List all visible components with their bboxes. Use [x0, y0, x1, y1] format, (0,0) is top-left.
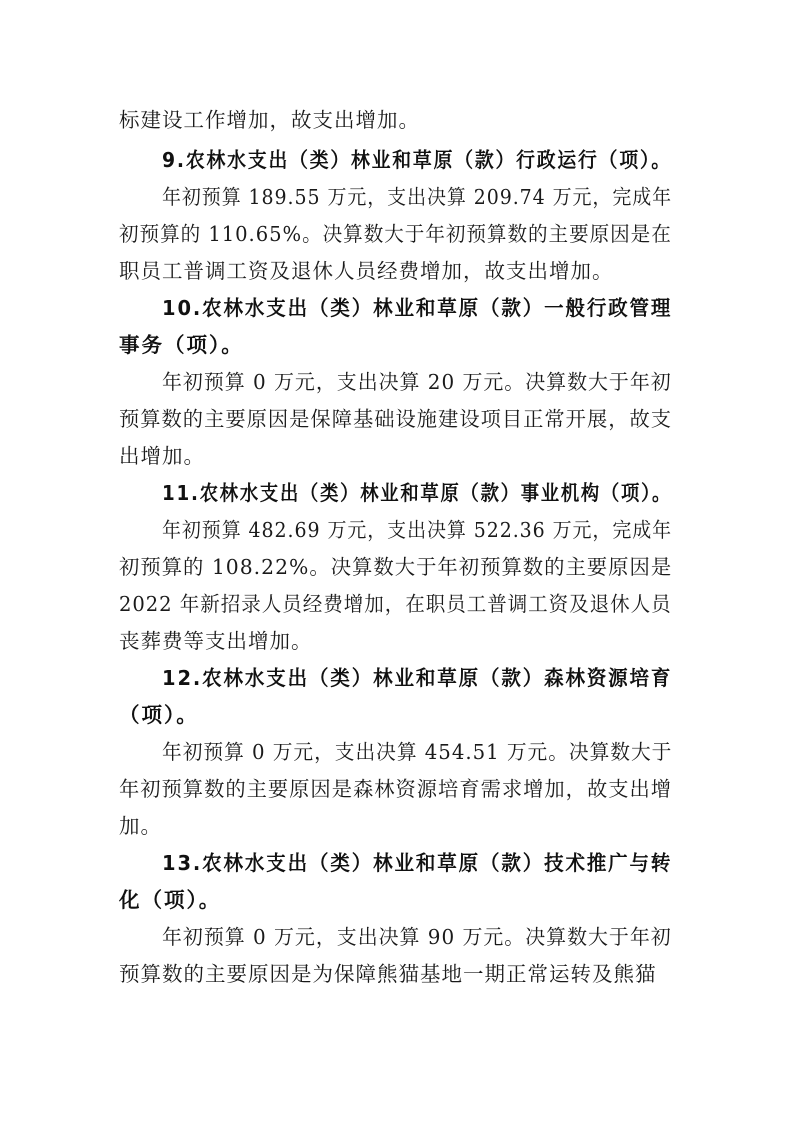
paragraph-line: 年初预算数的主要原因是森林资源培育需求增加，故支出增 [119, 777, 673, 801]
section-heading-9: 9.农林水支出（类）林业和草原（款）行政运行（项）。 [162, 148, 672, 172]
paragraph-line: 年初预算 482.69 万元，支出决算 522.36 万元，完成年 [162, 518, 673, 542]
paragraph-line: 标建设工作增加，故支出增加。 [119, 108, 420, 132]
paragraph-line: 初预算的 108.22%。决算数大于年初预算数的主要原因是 [119, 555, 673, 579]
paragraph-line: 年初预算 0 万元，支出决算 20 万元。决算数大于年初 [162, 370, 672, 394]
paragraph-line: 年初预算 0 万元，支出决算 90 万元。决算数大于年初 [162, 925, 672, 949]
paragraph-line: 2022 年新招录人员经费增加，在职员工普调工资及退休人员 [119, 592, 672, 616]
paragraph-line: 初预算的 110.65%。决算数大于年初预算数的主要原因是在 [119, 222, 672, 246]
paragraph-line: 出增加。 [119, 444, 205, 468]
section-heading-13-continued: 化（项）。 [119, 888, 222, 912]
paragraph-line: 年初预算 0 万元，支出决算 454.51 万元。决算数大于 [162, 740, 673, 764]
paragraph-line: 预算数的主要原因是为保障熊猫基地一期正常运转及熊猫 [119, 962, 657, 986]
section-heading-12: 12.农林水支出（类）林业和草原（款）森林资源培育 [162, 666, 673, 690]
section-heading-13: 13.农林水支出（类）林业和草原（款）技术推广与转 [162, 851, 673, 875]
paragraph-line: 年初预算 189.55 万元，支出决算 209.74 万元，完成年 [162, 185, 673, 209]
section-heading-11: 11.农林水支出（类）林业和草原（款）事业机构（项）。 [162, 481, 673, 505]
paragraph-line: 职员工普调工资及退休人员经费增加，故支出增加。 [119, 259, 614, 283]
paragraph-line: 丧葬费等支出增加。 [119, 629, 313, 653]
paragraph-line: 预算数的主要原因是保障基础设施建设项目正常开展，故支 [119, 407, 673, 431]
section-heading-10: 10.农林水支出（类）林业和草原（款）一般行政管理 [162, 296, 673, 320]
paragraph-line: 加。 [119, 814, 162, 838]
section-heading-12-continued: （项）。 [119, 703, 199, 727]
section-heading-10-continued: 事务（项）。 [119, 333, 244, 357]
